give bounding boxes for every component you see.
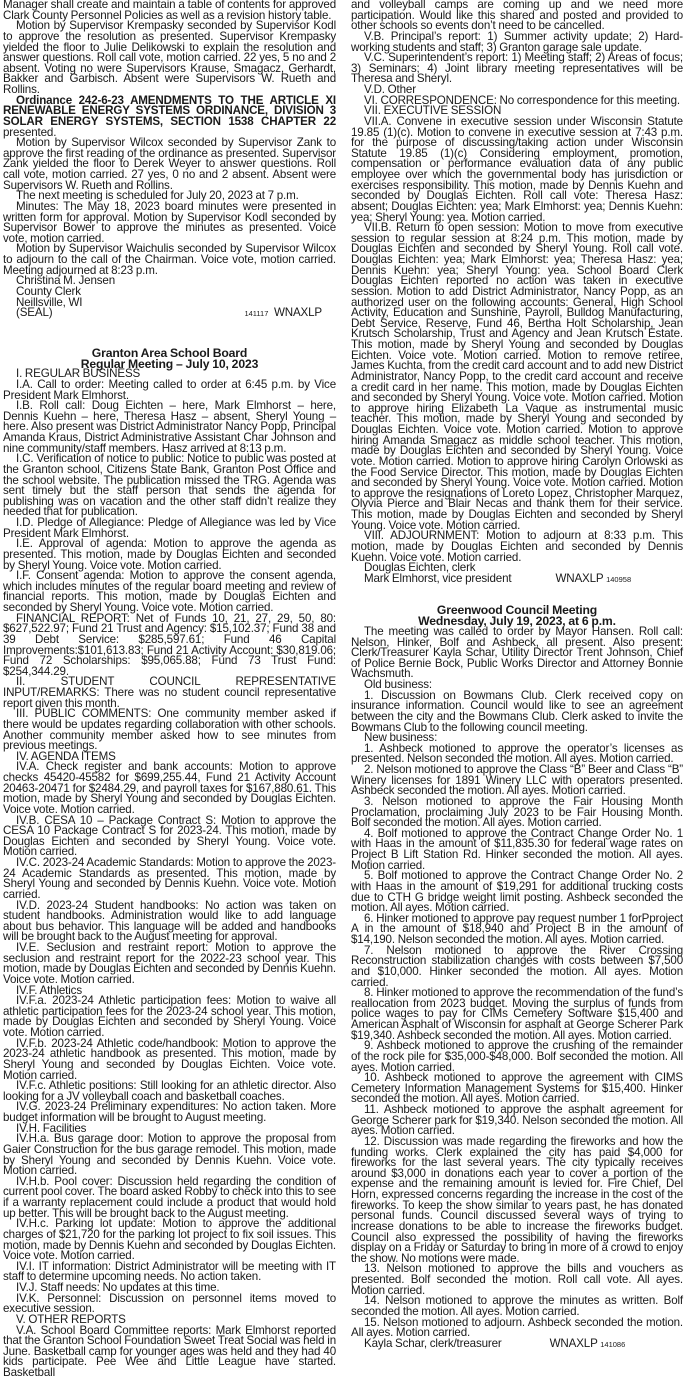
ordinance-paragraph [3,93,336,139]
council-minutes [351,624,683,1340]
minutes-item: VII.A. Convene in executive session under Wisconsin Statute 19.85 (1)(c). Motion to convene in executive session at 7:43 p.m. for the purpose of discussing/taking action under Wisconsin Statute 19.85 (1)(c) Considering employment, promotion, compensation or performance evaluation data of any public employee over which the governmental body has jurisdiction or exercises responsibility. This motion, made by Dennis Kuehn and seconded by Douglas Eichten. Roll call vote: Theresa Hasz: absent; Douglas Eichten: yea; Mark Elmhorst: yea; Dennis Kuehn: yea; Sheryl Young: yea. Motion carried. [351,114,683,224]
minutes-item: V.C. Superintendent’s report: 1) Meeting staff; 2) Areas of focus; 3) Seminars; 4) Joint library meeting representatives will be Theresa and Sheryl. [351,51,683,86]
minutes-item: 14. Nelson motioned to approve the minutes as written. Bolf seconded the motion. All ayes. Motion carried. [351,1294,683,1318]
minutes-item: VII. EXECUTIVE SESSION [364,104,502,118]
vice-president-row [351,571,683,586]
school-board-signature [351,563,683,585]
minutes-item: 9. Ashbeck motioned to approve the crushing of the remainder of the rock pile for $35,000-$48,000. Bolf seconded the motion. All ayes. Motion carried. [351,1039,683,1074]
minutes-paragraph: Motion by Supervisor Waichulis seconded by Supervisor Wilcox to adjourn to the call of the Chairman. Voice vote, motion carried. Meeting adjourned at 8:23 p.m. [3,242,336,277]
minutes-item: III. PUBLIC COMMENTS: One community member asked if there would be updates regarding collaboration with other schools. Another community member asked how to see minutes from previous meetings. [3,707,336,753]
minutes-item: IV.H.a. Bus garage door: Motion to approve the proposal from Gaier Construction for the bus garage remodel. This motion, made by Sheryl Young and seconded by Dennis Kuehn. Voice vote. Motion carried. [3,1132,336,1178]
minutes-item: V.D. Other [364,83,416,96]
minutes-item: IV.A. Check register and bank accounts: Motion to approve checks 45420-45582 for $699,255.44, Fund 21 Activity Account 20463-20471 for $2484.29, and payroll taxes for $167,880.61. This motion, made by Sheryl Young and seconded by Douglas Eichten. Voice vote. Motion carried. [3,760,336,816]
council-title: Greenwood Council Meeting [436,603,598,618]
ad-code: WNAXLP [549,1336,598,1350]
carryover-paragraph: Manager shall create and maintain a table of contents for approved Clark County Personnel Policies as well as a revision history table. [3,0,336,22]
minutes-paragraph: Motion by Supervisor Wilcox seconded by Supervisor Zank to approve the first reading of the ordinance as presented. Supervisor Zank yielded the floor to Derek Weyer to answer questions. Roll call vote, motion carried. 27 yes, 0 no and 2 absent. Absent were Supervisors W. Rueth and Rollins. [3,136,336,192]
ad-code: WNAXLP [555,571,604,585]
minutes-item: IV.F.a. 2023-24 Athletic participation fees: Motion to waive all athletic participation fees for the 2023-24 school year. This motion, made by Douglas Eichten and seconded by Sheryl Young. Voice vote. Motion carried. [3,994,336,1040]
signature-location: Neillsville, WI [16,295,83,309]
ordinance-heading: Ordinance 242-6-23 AMENDMENTS TO THE ARTICLE XI RENEWABLE ENERGY SYSTEMS ORDINANCE, DIVISION 3 SOLAR ENERGY SYSTEMS, SECTION 1538 CHAPTER 22 [3,93,336,128]
ordinance-tail: presented. [3,125,57,139]
minutes-item: 6. Hinker motioned to approve pay request number 1 forPproject A in the amount of $18,940 and Project B in the amount of $14,190. Nelson seconded the motion. All ayes. Motion carried. [351,911,683,947]
minutes-item: VII.B. Return to open session: Motion to move from executive session to regular session at 8:24 p.m. This motion, made by Douglas Eichten and seconded by Sheryl Young. Roll call vote. Douglas Eichten: yea; Mark Elmhorst: yea; Theresa Hasz: yea; Dennis Kuehn: yea; Sheryl Young: yea. School Board Clerk Douglas Eichten reported no action was taken in executive session. Motion to add District Administrator, Nancy Popp, as an authorized user on the following accounts: General, High School Activity, Education and Sunshine, Payroll, Bulldog Manufacturing, Debt Service, Reserve, Fund 46, Bertha Holt Scholarship, Jean Krutsch Scholarship, Trust and Agency and Jean Krutsch Estate. This motion, made by Sheryl Young and seconded by Douglas Eichten. Voice vote. Motion carried. Motion to remove retiree, James Kuchta, from the credit card account and to add new District Administrator, Nancy Popp, to the credit card account and receive a credit card in her name. This motion, made by Douglas Eichten and seconded by Sheryl Young. Voice vote. Motion carried. Motion to approve hiring Elizabeth La Vaque as instrumental music teacher. This motion, made by Sheryl Young and seconded by Douglas Eichten. Voice vote. Motion carried. Motion to approve hiring Amanda Smagacz as middle school teacher. This motion, made by Douglas Eichten and seconded by Sheryl Young. Voice vote. Motion carried. Motion to approve hiring Carolyn Orlowski as the Food Service Director. This motion, made by Douglas Eichten and seconded by Sheryl Young. Voice vote. Motion carried. Motion to approve the resignations of Loreto Lopez, Christopher Marquez, Olyvia Pierce and Blair Necas and thank them for their service. This motion, made by Douglas Eichten and seconded by Sheryl Young. Voice vote. Motion carried. [351,221,683,532]
minutes-item: V.B. Principal’s report: 1) Summer activity update; 2) Hard-working students and staff; 3) Granton garage sale update. [351,29,683,54]
minutes-item: IV.B. CESA 10 – Package Contract S: Motion to approve the CESA 10 Package Contract S for 2023-24. This motion, made by Douglas Eichten and seconded by Sheryl Young. Voice vote. Motion carried. [3,813,336,859]
minutes-item: IV.H.c. Parking lot update: Motion to approve the additional charges of $21,720 for the parking lot project to fix soil issues. This motion, made by Dennis Kuehn and seconded by Douglas Eichten. Voice vote. Motion carried. [3,1217,336,1263]
minutes-item: 7. Nelson motioned to approve the River Crossing Reconstruction stabilization changes with costs between $7,500 and $10,000. Hinker seconded the motion. All ayes. Motion carried. [351,943,683,989]
minutes-item: IV.F. Athletics [16,983,82,997]
school-board-minutes [3,369,336,1378]
minutes-item: I.E. Approval of agenda: Motion to approve the agenda as presented. This motion, made by Douglas Eichten and seconded by Sheryl Young. Voice vote. Motion carried. [3,537,336,572]
minutes-item: IV.E. Seclusion and restraint report: Motion to approve the seclusion and restraint report for the 2022-23 school year. This motion, made by Douglas Eichten and seconded by Dennis Kuehn. Voice vote. Motion carried. [3,941,336,986]
minutes-item: IV.H. Facilities [16,1121,87,1135]
vice-president-signature: Mark Elmhorst, vice president [364,571,512,585]
minutes-item: Old business: [364,678,432,692]
minutes-item: IV.J. Staff needs: No updates at this time. [16,1281,220,1295]
minutes-item: 13. Nelson motioned to approve the bills and vouchers as presented. Bolf seconded the motion. Roll call vote. All ayes. Motion carried. [351,1262,683,1297]
section-gap [3,320,336,348]
minutes-item: VIII. ADJOURNMENT: Motion to adjourn at 8:33 p.m. This motion, made by Douglas Eichten and seconded by Dennis Kuehn. Voice vote. Motion carried. [351,529,683,564]
ad-number: 141086 [600,1339,626,1349]
minutes-item: I.D. Pledge of Allegiance: Pledge of Allegiance was led by Vice President Mark Elmhorst. [3,516,336,540]
minutes-item: IV.F.c. Athletic positions: Still looking for an athletic director. Also looking for a JV volleyball coach and basketball coaches. [3,1079,336,1103]
school-board-subtitle: Regular Meeting – July 10, 2023 [80,356,259,371]
minutes-item: II. STUDENT COUNCIL REPRESENTATIVE INPUT/REMARKS: There was no student council representative report given this month. [3,675,336,710]
minutes-item: 15. Nelson motioned to adjourn. Ashbeck seconded the motion. All ayes. Motion carried. [351,1315,683,1340]
minutes-item: 2. Nelson motioned to approve the Class “B” Beer and Class “B” Winery licenses for 1891 Winery LLC with operators presented. Ashbeck seconded the motion. All ayes. Motion carried. [351,763,683,798]
carryover-paragraph: Motion by Supervisor Krempasky seconded by Supervisor Kodl to approve the resolution as presented. Supervisor Krempasky yielded the floor to Julie Delikowski to explain the resolution and answer questions. Roll call vote, motion carried. 22 yes, 5 no and 2 absent. Voting no were Supervisors Krause, Smagacz, Gerhardt, Bakker and Garbisch. Absent were Supervisors W. Rueth and Rollins. [3,19,336,96]
minutes-item: IV.C. 2023-24 Academic Standards: Motion to approve the 2023-24 Academic Standards as presented. This motion, made by Sheryl Young and seconded by Dennis Kuehn. Voice vote. Motion carried. [3,856,336,901]
minutes-item: IV.I. IT information: District Administrator will be meeting with IT staff to determine upcoming needs. No action taken. [3,1259,336,1284]
ad-number: 140958 [606,574,632,584]
school-board-title: Granton Area School Board [91,345,248,360]
minutes-item: IV.D. 2023-24 Student handbooks: No action was taken on student handbooks. Administration would like to add language about bus behavior. This language will be added and handbooks will be brought back to the August meeting for approval. [3,898,336,944]
council-signature [351,1336,683,1351]
county-clerk-signature [3,276,336,320]
minutes-item: V. OTHER REPORTS [16,1312,126,1326]
minutes-item: I.B. Roll call: Doug Eichten – here, Mark Elmhorst – here, Dennis Kuehn – here, Theresa Hasz – absent, Sheryl Young – here. Also present was District Administrator Nancy Popp, Principal Amanda Kraus, District Administrative Assistant Char Johnson and nine community/staff members. Hasz arrived at 8:13 p.m. [3,399,336,455]
minutes-item: 4. Bolf motioned to approve the Contract Change Order No. 1 with Haas in the amount of $11,835.30 for federal wage rates on Project B Lift Station Rd. Hinker seconded the motion. All ayes. Motion carried. [351,826,683,872]
ad-tag [555,571,632,586]
minutes-item: 1. Ashbeck motioned to approve the operator’s licenses as presented. Nelson seconded the motion. All ayes. Motion carried. [351,741,683,766]
minutes-paragraph: Minutes: The May 18, 2023 board minutes were presented in written form for approval. Motion by Supervisor Kodl seconded by Supervisor Bower to approve the minutes as presented. Voice vote, motion carried. [3,199,336,245]
minutes-item: The meeting was called to order by Mayor Hansen. Roll call: Nelson, Hinker, Bolf and Ashbeck, all present. Also present: Clerk/Treasurer Kayla Schar, Utility Director Trent Johnson, Chief of Police Bernie Bock, Public Works Director and Attorney Bonnie Wachsmuth. [351,624,683,681]
minutes-item: VI. CORRESPONDENCE: No correspondence for this meeting. [364,93,680,107]
ad-code: WNAXLP [273,306,322,320]
signature-title: County Clerk [16,284,81,298]
ad-tag [549,1336,626,1351]
minutes-item: 1. Discussion on Bowmans Club. Clerk received copy on insurance information. Council would like to see an agreement between the city and the Bowmans Club. Clerk asked to invite the Bowmans Club to the following council meeting. [351,688,683,734]
signature-name: Christina M. Jensen [16,274,116,288]
minutes-item: 8. Hinker motioned to approve the recommendation of the fund’s reallocation from 2023 budget. Moving the surplus of funds from police wages to pay for CIMs Cemetery Software $15,400 and American Asphalt of Wisconsin for asphalt at George Scherer Park $19,340. Ashbeck seconded the motion. All ayes. Motion carried. [351,986,683,1042]
minutes-item: I. REGULAR BUSINESS [16,367,141,381]
minutes-item: IV.F.b. 2023-24 Athletic code/handbook: Motion to approve the 2023-24 athletic handbook as presented. This motion, made by Sheryl Young and seconded by Douglas Eichten. Voice vote. Motion carried. [3,1036,336,1082]
section-gap [351,585,683,605]
ad-tag [244,308,322,320]
minutes-item: IV. AGENDA ITEMS [16,749,116,763]
minutes-item: I.A. Call to order: Meeting called to order at 6:45 p.m. by Vice President Mark Elmhorst. [3,377,336,402]
minutes-item: 3. Nelson motioned to approve the Fair Housing Month Proclamation, proclaiming July 2023 to be Fair Housing Month. Bolf seconded the motion. All ayes. Motion carried. [351,794,683,830]
minutes-item: IV.G. 2023-24 Preliminary expenditures: No action taken. More budget information will be brought to August meeting. [3,1100,336,1125]
right-column [351,0,683,1350]
seal-row [3,308,336,320]
clerk-signature: Douglas Eichten, clerk [364,561,476,575]
minutes-item: IV.K. Personnel: Discussion on personnel items moved to executive session. [3,1291,336,1316]
minutes-item: 11. Ashbeck motioned to approve the asphalt agreement for George Scherer park for $19,340. Nelson seconded the motion. All ayes. Motion carried. [351,1103,683,1138]
left-column [3,0,336,1379]
minutes-item: 5. Bolf motioned to approve the Contract Change Order No. 2 with Haas in the amount of $19,291 for additional trucking costs due to CTH G bridge weight limit posting. Ashbeck seconded the motion. All ayes. Motion carried. [351,869,683,915]
clerk-treasurer-signature: Kayla Schar, clerk/treasurer [364,1336,502,1350]
minutes-item: I.F. Consent agenda: Motion to approve the consent agenda, which includes minutes of the regular board meeting and review of financial reports. This motion, made by Douglas Eichten and seconded by Sheryl Young. Voice vote. Motion carried. [3,569,336,615]
ad-number: 141117 [244,309,269,319]
financial-report: FINANCIAL REPORT: Net of Funds 10, 21, 27, 29, 50, 80: $627,522.97; Fund 21 Trust and Agency: $15,102.37; Fund 38 and 39 Debt Service: $285,597.61; Fund 46 Capital Improvements:$101,613.83; Fund 21 Activity Account: $30,819.06; Fund 72 Scholarships: $95,065.88; Fund 73 Trust Fund: $254,344.29. [3,611,336,678]
minutes-item: 10. Ashbeck motioned to approve the agreement with CIMS Cemetery Information Management Systems for $15,400. Hinker seconded the motion. All ayes. Motion carried. [351,1071,683,1106]
council-subtitle: Wednesday, July 19, 2023, at 6 p.m. [418,614,616,629]
minutes-item: IV.H.b. Pool cover: Discussion held regarding the condition of current pool cover. The board asked Robby to check into this to see if a warranty replacement could include a product that would hold up better. This will be brought back to the August meeting. [3,1174,336,1220]
minutes-item: I.C. Verification of notice to public: Notice to public was posted at the Granton school, Citizens State Bank, Granton Post Office and the school website. The publication missed the TRG. Agenda was sent timely but the staff person that sends the agenda for publishing was on vacation and the other staff didn’t realize they needed that for publication. [3,452,336,519]
minutes-item: 12. Discussion was made regarding the fireworks and how the funding works. Clerk explained the city has paid $4,000 for fireworks for the last several years. The city typically receives around $3,000 in donations each year to cover a portion of the expense and the remaining amount is levied for. Fire Chief, Del Horn, expressed concerns regarding the increase in the cost of the fireworks. To keep the show similar to years past, he has donated personal funds. Council discussed several ways of trying to increase donations to be able to increase the fireworks budget. Council also expressed the possibility of having the fireworks display on a Friday or Saturday to bring in more of a crowd to enjoy the show. No motions were made. [351,1134,683,1265]
school-board-minutes-continued [351,0,683,563]
minutes-item: and volleyball camps are coming up and we need more participation. Would like this shared and posted and provided to other schools so events don’t need to be cancelled. [351,0,683,33]
minutes-paragraph: The next meeting is scheduled for July 20, 2023 at 7 p.m. [16,189,299,203]
minutes-item: New business: [364,731,438,745]
minutes-item: V.A. School Board Committee reports: Mark Elmhorst reported that the Granton School Foundation Sweet Treat Social was held in June. Basketball camp for younger ages was held and they had 40 kids participate. Pee Wee and Little League have started. Basketball [3,1323,336,1379]
seal-label: (SEAL) [16,306,53,320]
